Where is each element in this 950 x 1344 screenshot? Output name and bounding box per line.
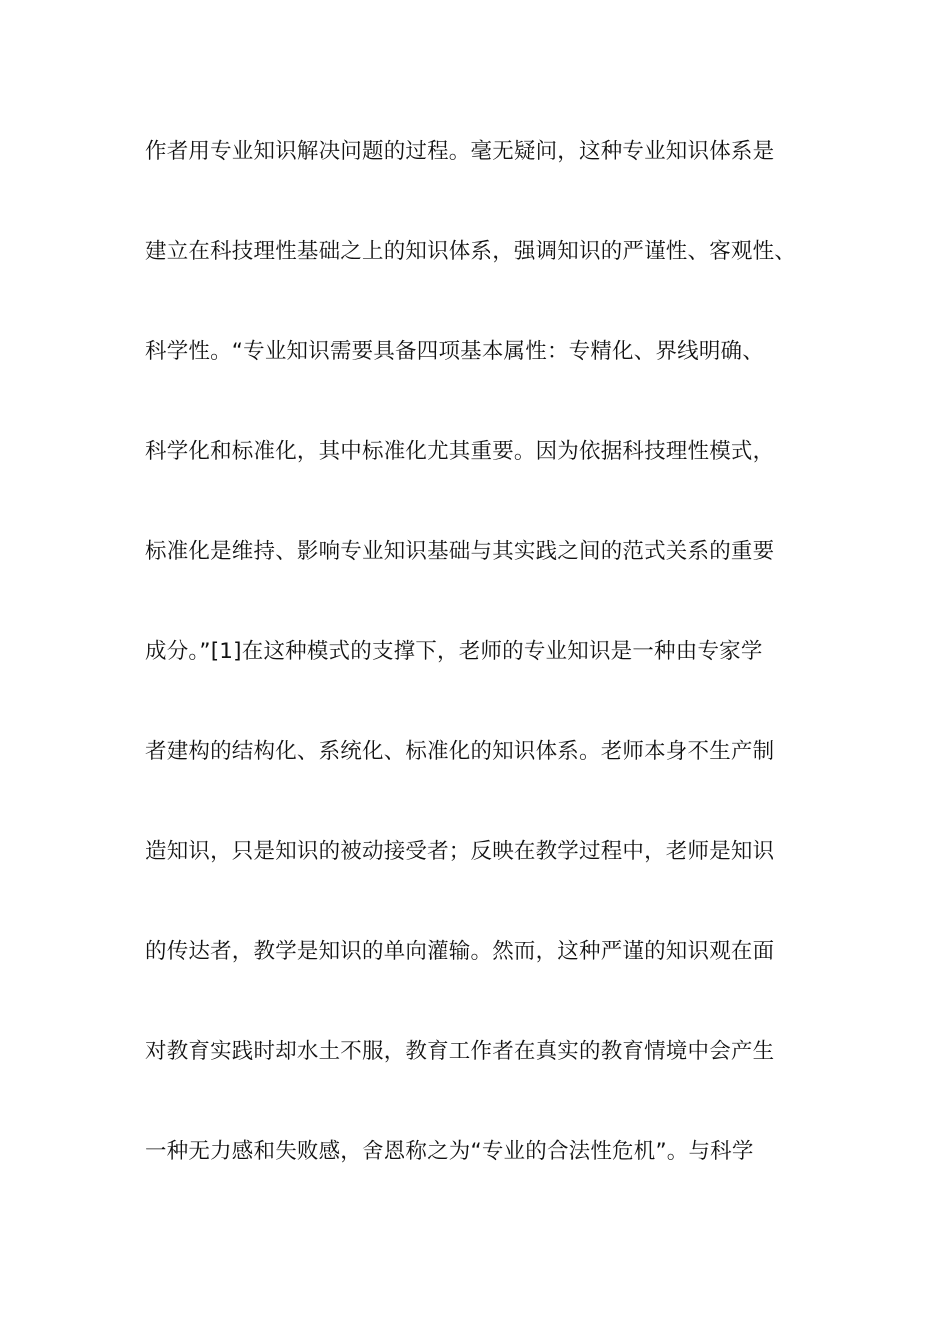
text-line: 科学化和标准化，其中标准化尤其重要。因为依据科技理性模式， bbox=[145, 439, 775, 464]
text-line: 科学性。“专业知识需要具备四项基本属性：专精化、界线明确、 bbox=[145, 339, 764, 364]
text-line: 建立在科技理性基础之上的知识体系，强调知识的严谨性、客观性、 bbox=[145, 239, 797, 264]
text-line: 的传达者，教学是知识的单向灌输。然而，这种严谨的知识观在面 bbox=[145, 939, 775, 964]
text-line: 造知识，只是知识的被动接受者；反映在教学过程中，老师是知识 bbox=[145, 839, 775, 864]
text-line: 成分。”[1]在这种模式的支撑下，老师的专业知识是一种由专家学 bbox=[145, 639, 763, 664]
text-line: 者建构的结构化、系统化、标准化的知识体系。老师本身不生产制 bbox=[145, 739, 775, 764]
text-line: 一种无力感和失败感，舍恩称之为“专业的合法性危机”。与科学 bbox=[145, 1139, 754, 1164]
text-line: 对教育实践时却水土不服，教育工作者在真实的教育情境中会产生 bbox=[145, 1039, 775, 1064]
body-paragraph bbox=[145, 136, 845, 1236]
text-line: 标准化是维持、影响专业知识基础与其实践之间的范式关系的重要 bbox=[145, 539, 775, 564]
text-line: 作者用专业知识解决问题的过程。毫无疑问，这种专业知识体系是 bbox=[145, 139, 775, 164]
